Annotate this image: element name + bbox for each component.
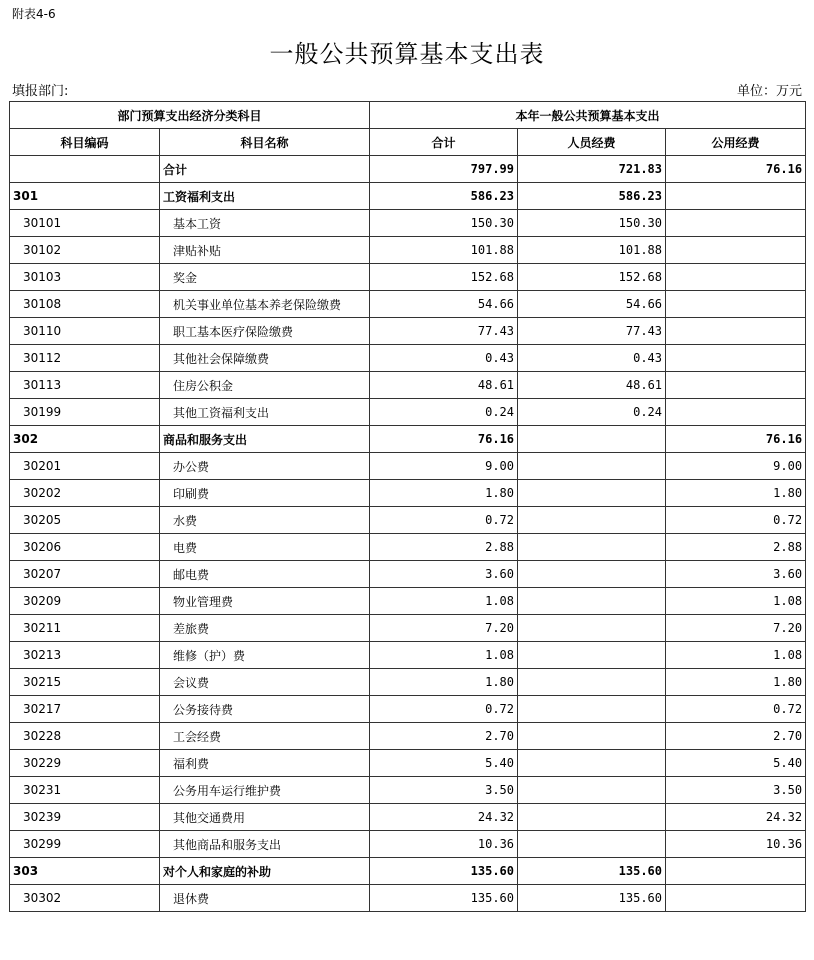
cell-personnel	[518, 669, 666, 696]
cell-name: 其他社会保障缴费	[160, 345, 370, 372]
cell-personnel	[518, 777, 666, 804]
cell-code: 30201	[10, 453, 160, 480]
cell-total: 135.60	[370, 858, 518, 885]
cell-name: 工会经费	[160, 723, 370, 750]
cell-name: 其他商品和服务支出	[160, 831, 370, 858]
cell-public	[666, 291, 806, 318]
cell-personnel: 0.24	[518, 399, 666, 426]
cell-total: 24.32	[370, 804, 518, 831]
cell-public: 2.88	[666, 534, 806, 561]
cell-name: 公务接待费	[160, 696, 370, 723]
cell-code: 30229	[10, 750, 160, 777]
cell-total: 797.99	[370, 156, 518, 183]
cell-total: 48.61	[370, 372, 518, 399]
table-row	[10, 183, 806, 210]
cell-personnel: 48.61	[518, 372, 666, 399]
column-header-public: 公用经费	[666, 129, 806, 156]
cell-personnel	[518, 480, 666, 507]
cell-code: 30299	[10, 831, 160, 858]
cell-public: 9.00	[666, 453, 806, 480]
cell-total: 2.70	[370, 723, 518, 750]
cell-code: 302	[10, 426, 160, 453]
cell-public: 1.80	[666, 480, 806, 507]
cell-personnel: 152.68	[518, 264, 666, 291]
cell-total: 2.88	[370, 534, 518, 561]
cell-public	[666, 399, 806, 426]
table-row	[10, 480, 806, 507]
cell-public	[666, 372, 806, 399]
cell-code: 30108	[10, 291, 160, 318]
column-header-total: 合计	[370, 129, 518, 156]
table-row	[10, 318, 806, 345]
unit-label: 单位：万元	[736, 84, 802, 99]
cell-personnel	[518, 534, 666, 561]
cell-personnel: 135.60	[518, 858, 666, 885]
cell-public	[666, 345, 806, 372]
cell-name: 电费	[160, 534, 370, 561]
table-row	[10, 372, 806, 399]
cell-code	[10, 156, 160, 183]
cell-name: 公务用车运行维护费	[160, 777, 370, 804]
cell-personnel	[518, 507, 666, 534]
cell-name: 职工基本医疗保险缴费	[160, 318, 370, 345]
cell-personnel: 586.23	[518, 183, 666, 210]
cell-personnel	[518, 750, 666, 777]
cell-total: 101.88	[370, 237, 518, 264]
cell-code: 30302	[10, 885, 160, 912]
group-header-basic-expenditure: 本年一般公共预算基本支出	[370, 102, 806, 129]
cell-code: 30209	[10, 588, 160, 615]
cell-name: 基本工资	[160, 210, 370, 237]
page-title: 一般公共预算基本支出表	[269, 40, 545, 68]
cell-total: 1.08	[370, 642, 518, 669]
cell-code: 30228	[10, 723, 160, 750]
cell-code: 303	[10, 858, 160, 885]
cell-public: 3.60	[666, 561, 806, 588]
cell-public	[666, 885, 806, 912]
cell-public: 0.72	[666, 507, 806, 534]
table-row	[10, 858, 806, 885]
cell-total: 77.43	[370, 318, 518, 345]
column-header-row	[10, 129, 806, 156]
cell-public	[666, 237, 806, 264]
cell-public: 3.50	[666, 777, 806, 804]
cell-name: 商品和服务支出	[160, 426, 370, 453]
cell-public: 1.08	[666, 642, 806, 669]
cell-public	[666, 183, 806, 210]
cell-public: 2.70	[666, 723, 806, 750]
department-label: 填报部门:	[12, 84, 69, 99]
column-header-name: 科目名称	[160, 129, 370, 156]
table-row	[10, 453, 806, 480]
cell-public: 1.80	[666, 669, 806, 696]
cell-public	[666, 264, 806, 291]
cell-total: 1.80	[370, 480, 518, 507]
cell-total: 54.66	[370, 291, 518, 318]
table-row	[10, 642, 806, 669]
column-header-personnel: 人员经费	[518, 129, 666, 156]
cell-personnel: 77.43	[518, 318, 666, 345]
cell-personnel: 721.83	[518, 156, 666, 183]
table-row	[10, 156, 806, 183]
table-row	[10, 399, 806, 426]
cell-code: 30112	[10, 345, 160, 372]
cell-code: 30239	[10, 804, 160, 831]
cell-code: 30217	[10, 696, 160, 723]
group-header-classification: 部门预算支出经济分类科目	[10, 102, 370, 129]
table-row	[10, 561, 806, 588]
cell-name: 工资福利支出	[160, 183, 370, 210]
cell-name: 其他交通费用	[160, 804, 370, 831]
cell-public	[666, 318, 806, 345]
cell-total: 7.20	[370, 615, 518, 642]
cell-total: 0.43	[370, 345, 518, 372]
cell-personnel	[518, 453, 666, 480]
cell-code: 30206	[10, 534, 160, 561]
cell-total: 76.16	[370, 426, 518, 453]
cell-name: 机关事业单位基本养老保险缴费	[160, 291, 370, 318]
table-row	[10, 237, 806, 264]
cell-code: 30102	[10, 237, 160, 264]
cell-total: 150.30	[370, 210, 518, 237]
cell-name: 津贴补贴	[160, 237, 370, 264]
cell-name: 住房公积金	[160, 372, 370, 399]
cell-total: 152.68	[370, 264, 518, 291]
cell-personnel	[518, 426, 666, 453]
cell-personnel: 101.88	[518, 237, 666, 264]
cell-name: 水费	[160, 507, 370, 534]
cell-total: 0.24	[370, 399, 518, 426]
cell-name: 物业管理费	[160, 588, 370, 615]
table-row	[10, 534, 806, 561]
table-row	[10, 696, 806, 723]
cell-public: 24.32	[666, 804, 806, 831]
cell-name: 办公费	[160, 453, 370, 480]
cell-personnel: 0.43	[518, 345, 666, 372]
cell-total: 0.72	[370, 696, 518, 723]
cell-code: 30113	[10, 372, 160, 399]
cell-name: 对个人和家庭的补助	[160, 858, 370, 885]
cell-name: 其他工资福利支出	[160, 399, 370, 426]
cell-public: 76.16	[666, 156, 806, 183]
cell-personnel	[518, 588, 666, 615]
cell-total: 0.72	[370, 507, 518, 534]
cell-personnel: 135.60	[518, 885, 666, 912]
cell-code: 30231	[10, 777, 160, 804]
cell-code: 301	[10, 183, 160, 210]
cell-total: 3.60	[370, 561, 518, 588]
cell-total: 1.80	[370, 669, 518, 696]
cell-public: 0.72	[666, 696, 806, 723]
table-row	[10, 588, 806, 615]
cell-public	[666, 210, 806, 237]
cell-personnel	[518, 615, 666, 642]
cell-code: 30202	[10, 480, 160, 507]
cell-public: 10.36	[666, 831, 806, 858]
cell-code: 30101	[10, 210, 160, 237]
cell-total: 135.60	[370, 885, 518, 912]
table-row	[10, 723, 806, 750]
table-row	[10, 264, 806, 291]
cell-total: 1.08	[370, 588, 518, 615]
cell-code: 30207	[10, 561, 160, 588]
table-row	[10, 750, 806, 777]
cell-public: 76.16	[666, 426, 806, 453]
cell-total: 9.00	[370, 453, 518, 480]
cell-personnel	[518, 804, 666, 831]
expenditure-table	[9, 101, 806, 912]
cell-name: 奖金	[160, 264, 370, 291]
cell-name: 差旅费	[160, 615, 370, 642]
cell-public: 7.20	[666, 615, 806, 642]
table-row	[10, 210, 806, 237]
cell-code: 30199	[10, 399, 160, 426]
cell-public: 1.08	[666, 588, 806, 615]
cell-name: 邮电费	[160, 561, 370, 588]
table-row	[10, 885, 806, 912]
cell-personnel: 54.66	[518, 291, 666, 318]
table-row	[10, 426, 806, 453]
cell-public: 5.40	[666, 750, 806, 777]
cell-total: 5.40	[370, 750, 518, 777]
group-header-row	[10, 102, 806, 129]
table-row	[10, 831, 806, 858]
cell-name: 福利费	[160, 750, 370, 777]
table-row	[10, 777, 806, 804]
cell-code: 30103	[10, 264, 160, 291]
cell-code: 30205	[10, 507, 160, 534]
cell-name: 退休费	[160, 885, 370, 912]
cell-code: 30215	[10, 669, 160, 696]
appendix-tag: 附表4-6	[12, 7, 56, 21]
table-row	[10, 615, 806, 642]
cell-public	[666, 858, 806, 885]
cell-personnel	[518, 723, 666, 750]
cell-name: 合计	[160, 156, 370, 183]
cell-name: 印刷费	[160, 480, 370, 507]
cell-personnel: 150.30	[518, 210, 666, 237]
table-row	[10, 345, 806, 372]
cell-personnel	[518, 642, 666, 669]
cell-name: 会议费	[160, 669, 370, 696]
cell-code: 30110	[10, 318, 160, 345]
table-row	[10, 804, 806, 831]
cell-total: 10.36	[370, 831, 518, 858]
cell-code: 30213	[10, 642, 160, 669]
cell-name: 维修（护）费	[160, 642, 370, 669]
table-row	[10, 507, 806, 534]
cell-personnel	[518, 831, 666, 858]
cell-total: 3.50	[370, 777, 518, 804]
cell-personnel	[518, 696, 666, 723]
cell-code: 30211	[10, 615, 160, 642]
cell-total: 586.23	[370, 183, 518, 210]
column-header-code: 科目编码	[10, 129, 160, 156]
cell-personnel	[518, 561, 666, 588]
table-row	[10, 291, 806, 318]
table-row	[10, 669, 806, 696]
